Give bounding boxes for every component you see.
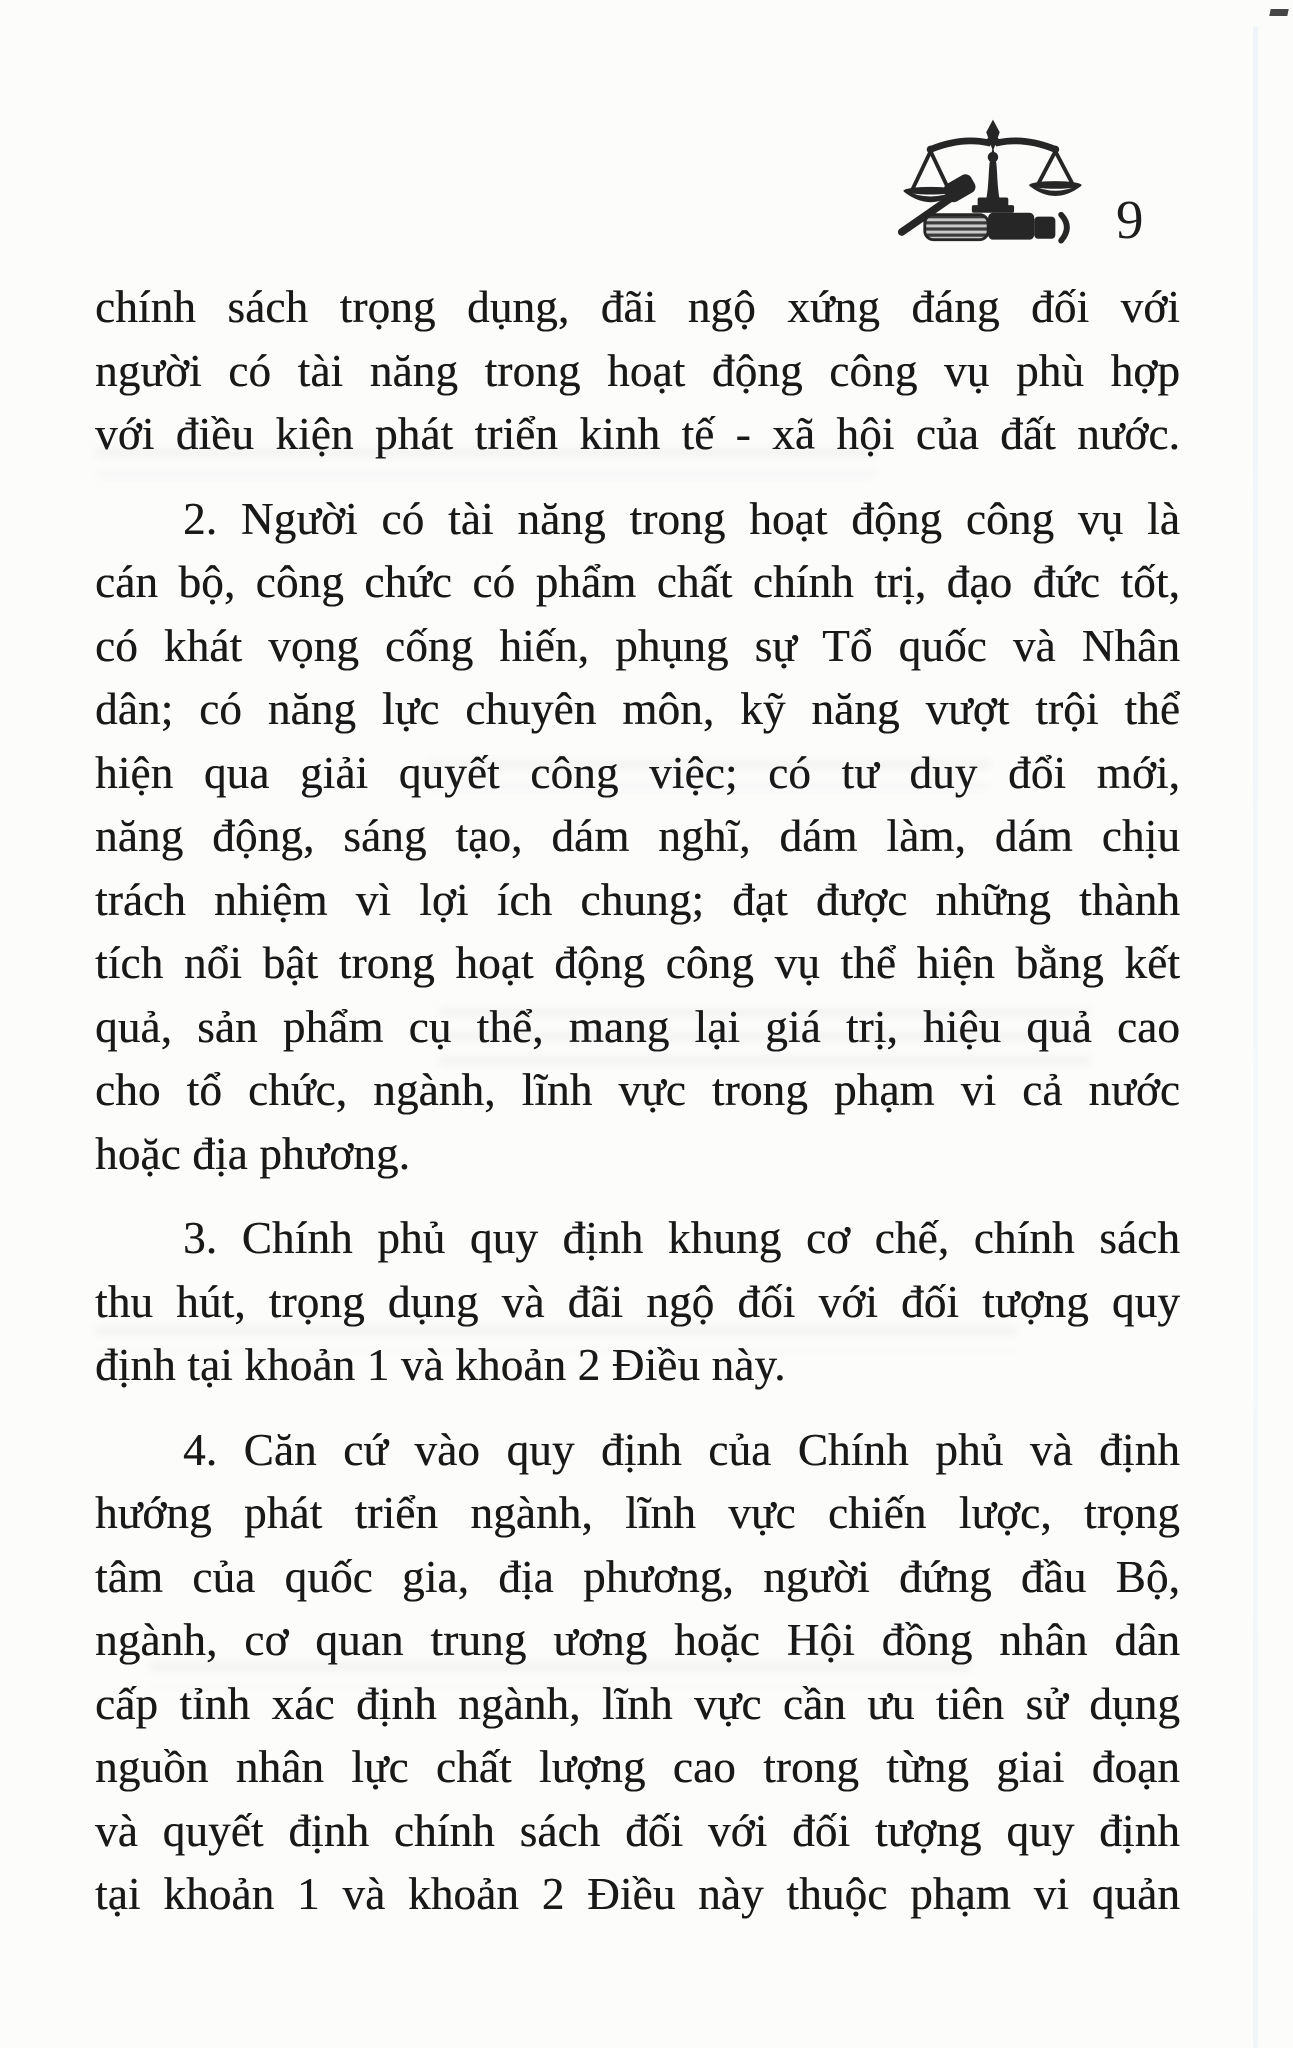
paragraph-clause-4 [95, 1419, 1180, 1927]
text-line: trách nhiệm vì lợi ích chung; đạt được những thành [95, 874, 1180, 925]
paragraph-clause-2 [95, 488, 1180, 1187]
page-edge-streak [1253, 26, 1258, 2048]
text-line: người có tài năng trong hoạt động công vụ phù hợp [95, 345, 1180, 396]
text-line: 2. Người có tài năng trong hoạt động công vụ là [183, 493, 1180, 544]
text-line: tích nổi bật trong hoạt động công vụ thể hiện bằng kết [95, 938, 1180, 988]
text-line: cấp tỉnh xác định ngành, lĩnh vực cần ưu tiên sử dụng [95, 1678, 1180, 1729]
legal-text-block [95, 276, 1180, 1927]
text-line: năng động, sáng tạo, dám nghĩ, dám làm, dám chịu [95, 811, 1180, 861]
text-line: có khát vọng cống hiến, phụng sự Tổ quốc và Nhân [95, 620, 1180, 671]
text-line: hiện qua giải quyết công việc; có tư duy đổi mới, [95, 747, 1180, 798]
text-line: hoặc địa phương. [95, 1128, 411, 1179]
text-line: hướng phát triển ngành, lĩnh vực chiến lược, trọng [95, 1488, 1180, 1538]
scan-artifact-corner-dash [1269, 9, 1288, 16]
text-line: nguồn nhân lực chất lượng cao trong từng giai đoạn [95, 1742, 1180, 1792]
text-line: ngành, cơ quan trung ương hoặc Hội đồng nhân dân [95, 1615, 1180, 1665]
text-line: chính sách trọng dụng, đãi ngộ xứng đáng đối với [95, 282, 1180, 332]
text-line: tại khoản 1 và khoản 2 Điều này thuộc phạm vi quản [95, 1869, 1180, 1919]
text-line: dân; có năng lực chuyên môn, kỹ năng vượt trội thể [95, 684, 1180, 734]
scales-of-justice-icon [896, 116, 1088, 252]
text-line: 4. Căn cứ vào quy định của Chính phủ và định [183, 1424, 1180, 1475]
text-line: 3. Chính phủ quy định khung cơ chế, chính sách [183, 1213, 1180, 1263]
text-line: thu hút, trọng dụng và đãi ngộ đối với đối tượng quy [95, 1276, 1180, 1327]
text-line: định tại khoản 1 và khoản 2 Điều này. [95, 1340, 786, 1390]
text-line: với điều kiện phát triển kinh tế - xã hội của đất nước. [95, 409, 1180, 459]
text-line: quả, sản phẩm cụ thể, mang lại giá trị, hiệu quả cao [95, 1001, 1180, 1052]
text-line: cán bộ, công chức có phẩm chất chính trị, đạo đức tốt, [95, 557, 1180, 607]
text-line: cho tổ chức, ngành, lĩnh vực trong phạm vi cả nước [95, 1065, 1180, 1115]
text-line: và quyết định chính sách đối với đối tượng quy định [95, 1805, 1180, 1856]
paragraph-continuation [95, 276, 1180, 467]
text-line: tâm của quốc gia, địa phương, người đứng đầu Bộ, [95, 1551, 1180, 1602]
page-number: 9 [1116, 189, 1144, 250]
paragraph-clause-3 [95, 1207, 1180, 1398]
